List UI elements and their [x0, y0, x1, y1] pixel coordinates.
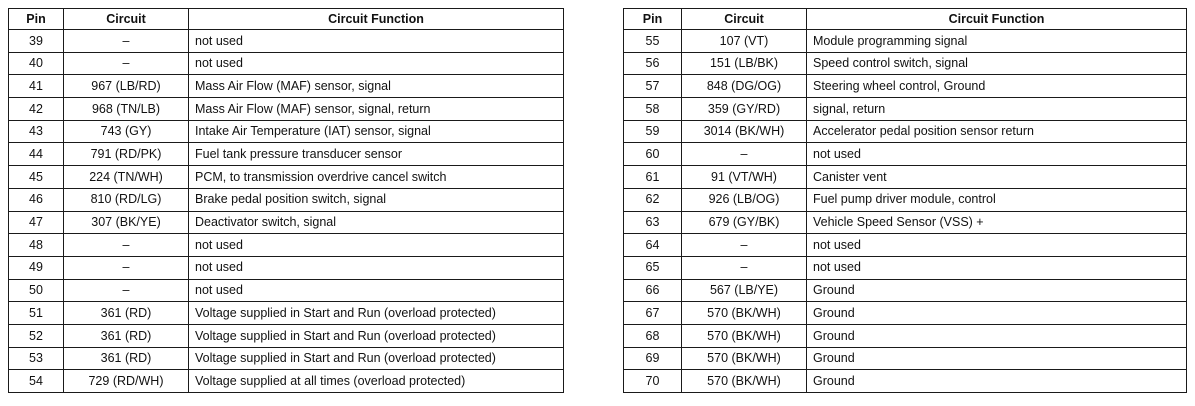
- circuit-function-cell: Voltage supplied at all times (overload protected): [189, 370, 564, 393]
- circuit-cell: –: [682, 143, 807, 166]
- circuit-cell: 570 (BK/WH): [682, 324, 807, 347]
- table-header-row: [624, 9, 1187, 30]
- circuit-function-cell: Ground: [807, 279, 1187, 302]
- circuit-cell: 743 (GY): [64, 120, 189, 143]
- pin-cell: 47: [9, 211, 64, 234]
- circuit-function-cell: Fuel pump driver module, control: [807, 188, 1187, 211]
- circuit-header: Circuit: [64, 9, 189, 30]
- circuit-cell: –: [64, 234, 189, 257]
- table-row: [624, 98, 1187, 121]
- table-row: [9, 143, 564, 166]
- pin-cell: 57: [624, 75, 682, 98]
- table-body-left: [9, 30, 564, 393]
- circuit-cell: 3014 (BK/WH): [682, 120, 807, 143]
- pin-cell: 62: [624, 188, 682, 211]
- table-row: [624, 302, 1187, 325]
- table-row: [624, 120, 1187, 143]
- circuit-cell: 361 (RD): [64, 324, 189, 347]
- circuit-function-cell: not used: [189, 256, 564, 279]
- circuit-function-cell: not used: [189, 52, 564, 75]
- circuit-cell: 91 (VT/WH): [682, 166, 807, 189]
- circuit-function-cell: Canister vent: [807, 166, 1187, 189]
- pin-cell: 50: [9, 279, 64, 302]
- circuit-function-cell: Voltage supplied in Start and Run (overload protected): [189, 347, 564, 370]
- table-row: [9, 211, 564, 234]
- pin-cell: 41: [9, 75, 64, 98]
- circuit-cell: 307 (BK/YE): [64, 211, 189, 234]
- circuit-cell: –: [682, 256, 807, 279]
- circuit-function-cell: Ground: [807, 347, 1187, 370]
- circuit-cell: –: [64, 256, 189, 279]
- circuit-cell: 926 (LB/OG): [682, 188, 807, 211]
- circuit-function-cell: Fuel tank pressure transducer sensor: [189, 143, 564, 166]
- pin-cell: 45: [9, 166, 64, 189]
- circuit-cell: 848 (DG/OG): [682, 75, 807, 98]
- circuit-function-cell: Vehicle Speed Sensor (VSS) +: [807, 211, 1187, 234]
- pin-table-right: [623, 8, 1187, 393]
- circuit-function-header: Circuit Function: [189, 9, 564, 30]
- circuit-cell: 791 (RD/PK): [64, 143, 189, 166]
- pin-cell: 42: [9, 98, 64, 121]
- table-row: [624, 166, 1187, 189]
- table-row: [9, 120, 564, 143]
- circuit-function-cell: not used: [189, 279, 564, 302]
- pin-cell: 52: [9, 324, 64, 347]
- circuit-cell: 570 (BK/WH): [682, 302, 807, 325]
- circuit-cell: 567 (LB/YE): [682, 279, 807, 302]
- circuit-function-cell: Mass Air Flow (MAF) sensor, signal, return: [189, 98, 564, 121]
- circuit-function-cell: Brake pedal position switch, signal: [189, 188, 564, 211]
- circuit-function-cell: Voltage supplied in Start and Run (overload protected): [189, 302, 564, 325]
- pin-cell: 61: [624, 166, 682, 189]
- pin-table-left: [8, 8, 564, 393]
- table-row: [9, 279, 564, 302]
- circuit-header: Circuit: [682, 9, 807, 30]
- circuit-cell: 570 (BK/WH): [682, 347, 807, 370]
- circuit-function-cell: Voltage supplied in Start and Run (overload protected): [189, 324, 564, 347]
- circuit-function-cell: signal, return: [807, 98, 1187, 121]
- pin-cell: 66: [624, 279, 682, 302]
- table-row: [624, 256, 1187, 279]
- table-row: [9, 30, 564, 53]
- table-row: [9, 324, 564, 347]
- circuit-function-cell: Mass Air Flow (MAF) sensor, signal: [189, 75, 564, 98]
- circuit-cell: 224 (TN/WH): [64, 166, 189, 189]
- circuit-function-cell: Deactivator switch, signal: [189, 211, 564, 234]
- table-row: [624, 370, 1187, 393]
- pin-cell: 60: [624, 143, 682, 166]
- circuit-function-cell: Module programming signal: [807, 30, 1187, 53]
- circuit-cell: 679 (GY/BK): [682, 211, 807, 234]
- pin-header: Pin: [624, 9, 682, 30]
- table-row: [9, 188, 564, 211]
- circuit-cell: 151 (LB/BK): [682, 52, 807, 75]
- table-row: [9, 98, 564, 121]
- circuit-cell: 359 (GY/RD): [682, 98, 807, 121]
- pin-cell: 58: [624, 98, 682, 121]
- pin-cell: 40: [9, 52, 64, 75]
- table-row: [624, 347, 1187, 370]
- circuit-cell: 107 (VT): [682, 30, 807, 53]
- pin-cell: 56: [624, 52, 682, 75]
- pin-cell: 69: [624, 347, 682, 370]
- circuit-cell: 570 (BK/WH): [682, 370, 807, 393]
- circuit-function-cell: Accelerator pedal position sensor return: [807, 120, 1187, 143]
- table-row: [9, 256, 564, 279]
- table-row: [624, 52, 1187, 75]
- pin-cell: 39: [9, 30, 64, 53]
- pin-cell: 43: [9, 120, 64, 143]
- pin-cell: 46: [9, 188, 64, 211]
- table-row: [9, 370, 564, 393]
- circuit-function-cell: Speed control switch, signal: [807, 52, 1187, 75]
- circuit-cell: 810 (RD/LG): [64, 188, 189, 211]
- circuit-cell: 361 (RD): [64, 302, 189, 325]
- table-body-right: [624, 30, 1187, 393]
- circuit-function-cell: Ground: [807, 302, 1187, 325]
- pin-cell: 59: [624, 120, 682, 143]
- pin-cell: 48: [9, 234, 64, 257]
- pin-header: Pin: [9, 9, 64, 30]
- table-row: [9, 302, 564, 325]
- table-header-row: [9, 9, 564, 30]
- circuit-cell: –: [682, 234, 807, 257]
- circuit-cell: –: [64, 30, 189, 53]
- circuit-function-cell: not used: [807, 143, 1187, 166]
- table-row: [624, 279, 1187, 302]
- circuit-cell: 729 (RD/WH): [64, 370, 189, 393]
- circuit-function-cell: not used: [189, 234, 564, 257]
- pin-cell: 49: [9, 256, 64, 279]
- pin-cell: 67: [624, 302, 682, 325]
- circuit-function-header: Circuit Function: [807, 9, 1187, 30]
- pin-cell: 54: [9, 370, 64, 393]
- circuit-function-cell: Steering wheel control, Ground: [807, 75, 1187, 98]
- table-row: [9, 52, 564, 75]
- pin-cell: 65: [624, 256, 682, 279]
- table-row: [624, 324, 1187, 347]
- table-row: [9, 75, 564, 98]
- circuit-function-cell: Ground: [807, 370, 1187, 393]
- pin-cell: 63: [624, 211, 682, 234]
- pin-cell: 44: [9, 143, 64, 166]
- circuit-cell: 967 (LB/RD): [64, 75, 189, 98]
- table-row: [9, 166, 564, 189]
- pin-cell: 64: [624, 234, 682, 257]
- table-row: [624, 211, 1187, 234]
- table-row: [9, 347, 564, 370]
- circuit-function-cell: not used: [807, 234, 1187, 257]
- circuit-function-cell: not used: [189, 30, 564, 53]
- circuit-cell: 361 (RD): [64, 347, 189, 370]
- circuit-function-cell: PCM, to transmission overdrive cancel switch: [189, 166, 564, 189]
- pin-cell: 51: [9, 302, 64, 325]
- table-row: [624, 234, 1187, 257]
- pin-cell: 68: [624, 324, 682, 347]
- table-row: [624, 188, 1187, 211]
- circuit-cell: 968 (TN/LB): [64, 98, 189, 121]
- table-row: [624, 143, 1187, 166]
- circuit-cell: –: [64, 52, 189, 75]
- pin-cell: 53: [9, 347, 64, 370]
- pin-cell: 55: [624, 30, 682, 53]
- table-row: [624, 30, 1187, 53]
- pin-cell: 70: [624, 370, 682, 393]
- table-row: [9, 234, 564, 257]
- circuit-cell: –: [64, 279, 189, 302]
- circuit-function-cell: Intake Air Temperature (IAT) sensor, signal: [189, 120, 564, 143]
- circuit-function-cell: not used: [807, 256, 1187, 279]
- table-row: [624, 75, 1187, 98]
- circuit-function-cell: Ground: [807, 324, 1187, 347]
